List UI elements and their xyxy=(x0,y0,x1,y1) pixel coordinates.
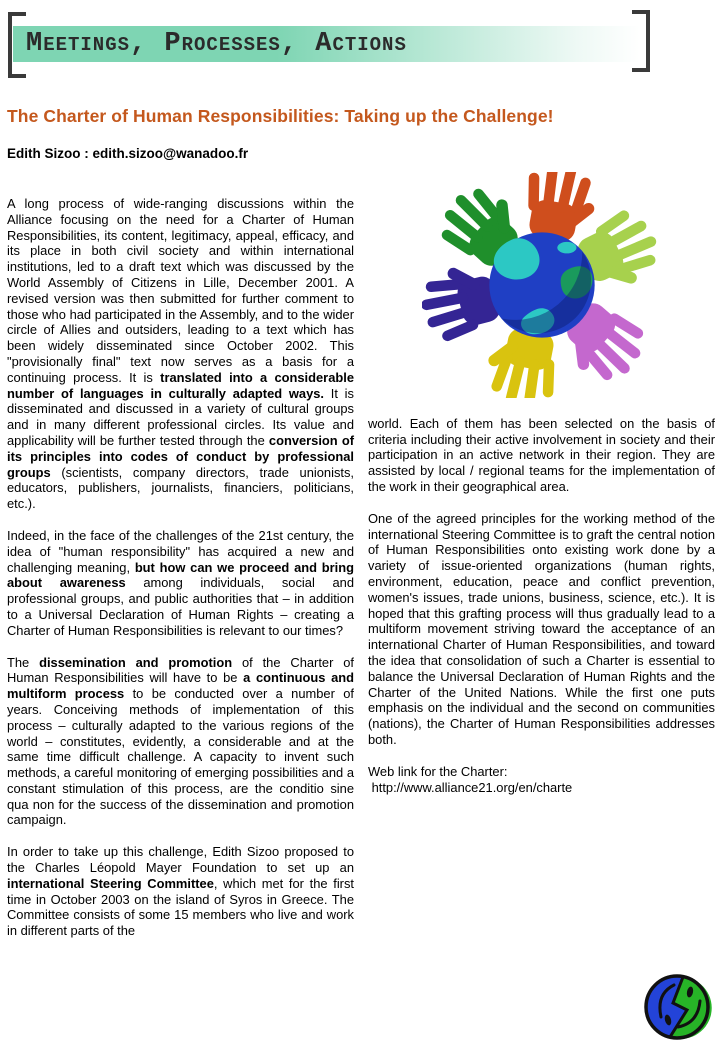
web-link-block xyxy=(368,764,715,796)
left-bracket-icon xyxy=(8,12,26,78)
right-column xyxy=(368,170,715,955)
paragraph: A long process of wide-ranging discussions within the Alliance focusing on the need for a Charter of Human Responsibilities, its content, legitimacy, appeal, efficacy, and its place in both civil society and within international institutions, led to a draft text which was discussed by the World Assembly of Citizens in Lille, December 2001. A revised version was then submitted for further comment to those who had participated in the Assembly, and to the wider circle of Allies and outsiders, leading to a text which has been widely disseminated since October 2002. This "provisionally final" text now serves as a basis for a continuing process. It is translated into a considerable number of languages in culturally adapted ways. It is disseminated and discussed in a variety of cultural groups and in many different professional circles. Its value and applicability will be further tested through the conversion of its principles into codes of conduct by professional groups (scientists, company directors, trade unionists, educators, publishers, journalists, financiers, politicians, etc.). xyxy=(7,196,354,512)
left-column xyxy=(7,170,354,955)
paragraph: One of the agreed principles for the working method of the international Steering Committee is to graft the central notion of Human Responsibilities onto existing work done by a variety of issue-oriented organizations (human rights, environment, education, peace and conflict prevention, women's issues, trade unions, business, science, etc.). It is hoped that this grafting process will thus gradually lead to a multiform movement striving toward the acceptance of an international Charter of Human Responsibilities, and toward the idea that consolidation of such a Charter is essential to balance the Universal Declaration of Human Rights and the Charter of the United Nations. While the first one puts emphasis on the individual and the second on communities (nations), the Charter of Human Responsibilities addresses both. xyxy=(368,510,715,747)
paragraph: Indeed, in the face of the challenges of the 21st century, the idea of "human responsibility" has acquired a new and challenging meaning, but how can we proceed and bring about awareness among individuals, social and professional groups, and public authorities that – in addition to a Universal Declaration of Human Rights – creating a Charter of Human Responsibilities is relevant to our times? xyxy=(7,527,354,638)
right-bracket-icon xyxy=(632,10,650,72)
globe-land xyxy=(557,242,576,253)
charter-url: http://www.alliance21.org/en/charte xyxy=(368,779,573,795)
page-title: The Charter of Human Responsibilities: Taking up the Challenge! xyxy=(7,106,554,126)
header-banner xyxy=(0,0,718,88)
alliance21-logo xyxy=(642,964,714,1044)
paragraph: In order to take up this challenge, Edith Sizoo proposed to the Charles Léopold Mayer Foundation to set up an international Steering Committee, which met for the first time in October 2003 on the island of Syros in Greece. The Committee consists of some 15 members who live and work in different parts of the xyxy=(7,844,354,939)
article-body xyxy=(7,170,718,955)
paragraph: world. Each of them has been selected on the basis of criteria including their active involvement in society and their participation in an active network in their region. They are assisted by local / regional teams for the implementation of the work in their geographical area. xyxy=(368,415,715,494)
paragraph: The dissemination and promotion of the Charter of Human Responsibilities will have to be a continuous and multiform process to be conducted over a number of years. Conceiving methods of implementation of this process – culturally adapted to the various regions of the world – constitutes, evidently, a considerable and at the same time difficult challenge. A capacity to invent such methods, a careful monitoring of emerging possibilities and a constant stimulation of this process, are the conditio sine qua non for the success of the dissemination and promotion campaign. xyxy=(7,654,354,828)
banner-title: Meetings, Processes, Actions xyxy=(26,29,407,59)
banner-band xyxy=(13,26,640,62)
author-line: Edith Sizoo : edith.sizoo@wanadoo.fr xyxy=(7,146,249,161)
web-link-label: Web link for the Charter: xyxy=(368,763,508,779)
hands-around-globe-image xyxy=(422,172,662,402)
